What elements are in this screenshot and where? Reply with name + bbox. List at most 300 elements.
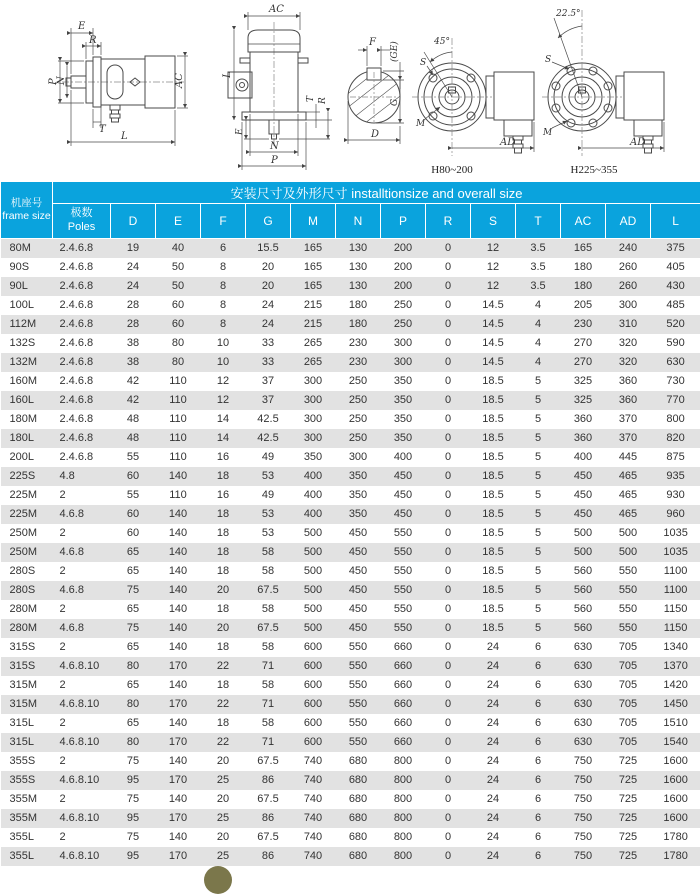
- dimension-cell: 24: [471, 676, 516, 695]
- dimension-cell: 800: [381, 790, 426, 809]
- dim-label-M5: M: [542, 128, 553, 138]
- dimension-cell: 110: [156, 410, 201, 429]
- dimension-cell: 1780: [651, 847, 700, 866]
- table-body: [1, 239, 700, 866]
- dimension-cell: 5: [516, 429, 561, 448]
- dimension-cell: 20: [246, 277, 291, 296]
- dimension-cell: 67.5: [246, 581, 291, 600]
- frame-size-cell: 315L: [1, 733, 53, 752]
- frame-size-cell: 132S: [1, 334, 53, 353]
- dimension-cell: 630: [561, 657, 606, 676]
- table-row: [1, 714, 700, 733]
- frame-size-cell: 250M: [1, 543, 53, 562]
- dimension-cell: 18.5: [471, 429, 516, 448]
- column-header-R: R: [426, 204, 471, 239]
- dimension-cell: 6: [516, 695, 561, 714]
- dimension-cell: 38: [111, 334, 156, 353]
- dimension-cell: 18: [201, 676, 246, 695]
- dimension-cell: 80: [111, 695, 156, 714]
- dimension-cell: 320: [606, 353, 651, 372]
- dimension-cell: 49: [246, 486, 291, 505]
- dimension-cell: 0: [426, 771, 471, 790]
- dimension-cell: 5: [516, 600, 561, 619]
- dim-label-E2: E: [235, 128, 245, 136]
- dimension-cell: 12: [471, 258, 516, 277]
- column-header-N: N: [336, 204, 381, 239]
- poles-cell: 2.4.6.8: [53, 353, 111, 372]
- dimension-cell: 165: [291, 258, 336, 277]
- poles-cell: 4.6.8.10: [53, 809, 111, 828]
- dimension-cell: 38: [111, 353, 156, 372]
- dimension-cell: 800: [381, 752, 426, 771]
- poles-cell: 2: [53, 676, 111, 695]
- dimension-cell: 4: [516, 296, 561, 315]
- poles-cell: 2: [53, 562, 111, 581]
- dimension-cell: 0: [426, 828, 471, 847]
- dimension-cell: 0: [426, 448, 471, 467]
- dimension-cell: 6: [516, 752, 561, 771]
- dimension-cell: 560: [561, 619, 606, 638]
- dimension-cell: 520: [651, 315, 700, 334]
- dimension-cell: 5: [516, 448, 561, 467]
- dim-label-L: L: [120, 131, 128, 142]
- dimension-cell: 12: [471, 277, 516, 296]
- dimension-cell: 5: [516, 372, 561, 391]
- dimension-cell: 14: [201, 410, 246, 429]
- dimension-cell: 0: [426, 562, 471, 581]
- table-row: [1, 486, 700, 505]
- dimension-cell: 18: [201, 505, 246, 524]
- dimension-cell: 725: [606, 771, 651, 790]
- dimension-cell: 18.5: [471, 619, 516, 638]
- dimension-cell: 0: [426, 695, 471, 714]
- dimension-cell: 75: [111, 790, 156, 809]
- dimension-cell: 53: [246, 505, 291, 524]
- dimension-cell: 60: [156, 296, 201, 315]
- dimension-cell: 325: [561, 391, 606, 410]
- dimension-cell: 630: [561, 638, 606, 657]
- dimension-cell: 375: [651, 239, 700, 258]
- caption-h225-355: H225~355: [571, 164, 618, 176]
- poles-cell: 2.4.6.8: [53, 258, 111, 277]
- flange-view-large-drawing: [542, 9, 664, 176]
- dimension-cell: 5: [516, 581, 561, 600]
- dimension-cell: 130: [336, 239, 381, 258]
- dim-label-D: D: [370, 129, 379, 140]
- dimension-cell: 600: [291, 657, 336, 676]
- dim-label-AD4: AD: [499, 137, 515, 148]
- dimension-cell: 42: [111, 372, 156, 391]
- dimension-cell: 400: [381, 448, 426, 467]
- poles-cell: 2.4.6.8: [53, 372, 111, 391]
- frame-size-cell: 160L: [1, 391, 53, 410]
- dim-label-N: N: [56, 75, 67, 86]
- dimension-cell: 48: [111, 410, 156, 429]
- poles-cell: 2.4.6.8: [53, 391, 111, 410]
- dimension-cell: 320: [606, 334, 651, 353]
- dimension-cell: 250: [381, 315, 426, 334]
- dimension-cell: 0: [426, 277, 471, 296]
- dimension-cell: 250: [336, 429, 381, 448]
- dimension-cell: 740: [291, 828, 336, 847]
- dimension-cell: 53: [246, 467, 291, 486]
- column-header-T: T: [516, 204, 561, 239]
- dimension-cell: 730: [651, 372, 700, 391]
- dimension-cell: 24: [111, 258, 156, 277]
- dimension-cell: 350: [381, 391, 426, 410]
- frame-size-cell: 315S: [1, 657, 53, 676]
- olive-circle-decoration: [204, 866, 232, 894]
- dimension-cell: 465: [606, 467, 651, 486]
- dimension-cell: 0: [426, 809, 471, 828]
- dimension-cell: 300: [336, 448, 381, 467]
- dimension-cell: 5: [516, 486, 561, 505]
- dimension-cell: 20: [246, 258, 291, 277]
- poles-cell: 2: [53, 486, 111, 505]
- dimension-cell: 14.5: [471, 296, 516, 315]
- dimension-cell: 18.5: [471, 600, 516, 619]
- dimension-cell: 630: [561, 676, 606, 695]
- dimension-cell: 1150: [651, 600, 700, 619]
- dimension-cell: 740: [291, 771, 336, 790]
- dimension-cell: 450: [561, 486, 606, 505]
- dimension-cell: 705: [606, 733, 651, 752]
- table-row: [1, 391, 700, 410]
- dimension-cell: 820: [651, 429, 700, 448]
- dimension-cell: 18.5: [471, 391, 516, 410]
- dimension-cell: 450: [336, 581, 381, 600]
- poles-cell: 2.4.6.8: [53, 334, 111, 353]
- poles-cell: 4.6.8.10: [53, 695, 111, 714]
- table-row: [1, 505, 700, 524]
- poles-cell: 4.6.8.10: [53, 847, 111, 866]
- dimension-cell: 75: [111, 619, 156, 638]
- dimension-cell: 450: [336, 562, 381, 581]
- dimension-cell: 18: [201, 714, 246, 733]
- dimension-cell: 165: [291, 277, 336, 296]
- dimension-cell: 560: [561, 581, 606, 600]
- dimension-cell: 800: [651, 410, 700, 429]
- dimension-cell: 6: [516, 638, 561, 657]
- frame-size-cell: 225M: [1, 486, 53, 505]
- dimension-cell: 18: [201, 467, 246, 486]
- dimension-cell: 1600: [651, 771, 700, 790]
- dimension-cell: 80: [156, 353, 201, 372]
- dimension-cell: 24: [471, 790, 516, 809]
- dimension-cell: 250: [336, 410, 381, 429]
- frame-size-cell: 180M: [1, 410, 53, 429]
- dimension-cell: 200: [381, 277, 426, 296]
- table-row: [1, 771, 700, 790]
- dimension-cell: 18: [201, 543, 246, 562]
- frame-size-cell: 355S: [1, 752, 53, 771]
- poles-cell: 4.6.8: [53, 581, 111, 600]
- dimension-cell: 18.5: [471, 562, 516, 581]
- shaft-section-drawing: [340, 37, 410, 144]
- table-row: [1, 410, 700, 429]
- dimension-cell: 215: [291, 315, 336, 334]
- dimension-cell: 110: [156, 486, 201, 505]
- dimension-cell: 14.5: [471, 334, 516, 353]
- dimension-cell: 18.5: [471, 410, 516, 429]
- dimension-cell: 140: [156, 600, 201, 619]
- dimension-cell: 0: [426, 353, 471, 372]
- dimension-cell: 550: [336, 695, 381, 714]
- dimension-cell: 550: [381, 600, 426, 619]
- dimension-cell: 24: [471, 657, 516, 676]
- poles-cell: 2.4.6.8: [53, 315, 111, 334]
- dimension-cell: 705: [606, 638, 651, 657]
- poles-header: [53, 204, 111, 239]
- dimension-cell: 24: [471, 733, 516, 752]
- dimension-cell: 24: [471, 847, 516, 866]
- table-row: [1, 543, 700, 562]
- frame-size-cell: 280M: [1, 600, 53, 619]
- dimension-cell: 55: [111, 448, 156, 467]
- dimension-cell: 24: [471, 695, 516, 714]
- table-header: [1, 182, 700, 239]
- motor-side-view-drawing: [48, 21, 188, 146]
- dimension-cell: 75: [111, 752, 156, 771]
- dimension-cell: 5: [516, 391, 561, 410]
- dimension-cell: 680: [336, 847, 381, 866]
- dimension-cell: 740: [291, 809, 336, 828]
- column-header-S: S: [471, 204, 516, 239]
- dimension-cell: 750: [561, 771, 606, 790]
- dimension-cell: 140: [156, 676, 201, 695]
- frame-size-cell: 355M: [1, 809, 53, 828]
- dimension-cell: 1035: [651, 524, 700, 543]
- frame-size-cell: 315S: [1, 638, 53, 657]
- dimension-cell: 200: [381, 258, 426, 277]
- dimension-cell: 71: [246, 695, 291, 714]
- table-row: [1, 733, 700, 752]
- dimension-cell: 705: [606, 657, 651, 676]
- dimension-cell: 42.5: [246, 410, 291, 429]
- dimension-cell: 0: [426, 391, 471, 410]
- dim-label-E: E: [77, 21, 86, 32]
- dimension-cell: 16: [201, 486, 246, 505]
- dimension-cell: 500: [561, 543, 606, 562]
- poles-cell: 2.4.6.8: [53, 239, 111, 258]
- dimension-cell: 65: [111, 562, 156, 581]
- table-row: [1, 562, 700, 581]
- dimension-cell: 110: [156, 391, 201, 410]
- dimension-cell: 1100: [651, 581, 700, 600]
- dimension-cell: 450: [336, 524, 381, 543]
- dimension-cell: 110: [156, 372, 201, 391]
- dim-label-T: T: [99, 124, 107, 135]
- dimension-cell: 725: [606, 809, 651, 828]
- dimension-cell: 140: [156, 543, 201, 562]
- dimension-cell: 550: [606, 619, 651, 638]
- dimension-cell: 6: [516, 657, 561, 676]
- frame-size-cell: 160M: [1, 372, 53, 391]
- table-row: [1, 296, 700, 315]
- dimension-cell: 370: [606, 410, 651, 429]
- dimension-cell: 350: [381, 429, 426, 448]
- dimension-cell: 500: [291, 619, 336, 638]
- dimension-cell: 740: [291, 752, 336, 771]
- angle-label-45: 45°: [433, 37, 450, 47]
- dimension-cell: 71: [246, 733, 291, 752]
- dimension-cell: 550: [336, 638, 381, 657]
- dimension-cell: 1780: [651, 828, 700, 847]
- dimension-cell: 750: [561, 752, 606, 771]
- dimension-cell: 6: [516, 828, 561, 847]
- dimension-cell: 1600: [651, 752, 700, 771]
- dimension-cell: 165: [561, 239, 606, 258]
- dimension-cell: 22: [201, 733, 246, 752]
- dimension-cell: 58: [246, 562, 291, 581]
- dimension-cell: 140: [156, 752, 201, 771]
- dimension-cell: 550: [381, 619, 426, 638]
- dimension-cell: 6: [516, 733, 561, 752]
- dimension-cell: 400: [291, 486, 336, 505]
- dimension-cell: 58: [246, 714, 291, 733]
- dimension-cell: 500: [561, 524, 606, 543]
- dim-label-M4: M: [415, 119, 426, 129]
- dimension-cell: 800: [381, 809, 426, 828]
- frame-size-cell: 180L: [1, 429, 53, 448]
- dim-label-R2: R: [318, 97, 328, 105]
- dim-label-L2: L: [222, 71, 233, 79]
- dimension-cell: 80: [156, 334, 201, 353]
- dimension-cell: 705: [606, 676, 651, 695]
- dim-label-S4: S: [420, 58, 426, 68]
- dimension-cell: 200: [381, 239, 426, 258]
- dimension-cell: 50: [156, 258, 201, 277]
- dimension-cell: 680: [336, 752, 381, 771]
- dimension-cell: 300: [291, 372, 336, 391]
- dimension-cell: 350: [381, 410, 426, 429]
- dimension-cell: 20: [201, 790, 246, 809]
- dimension-cell: 400: [291, 505, 336, 524]
- dimension-cell: 0: [426, 733, 471, 752]
- dimension-cell: 65: [111, 638, 156, 657]
- dimension-cell: 550: [336, 714, 381, 733]
- dimension-cell: 65: [111, 600, 156, 619]
- dimension-cell: 20: [201, 752, 246, 771]
- table-row: [1, 600, 700, 619]
- dimension-cell: 0: [426, 638, 471, 657]
- dim-label-AC: AC: [174, 73, 185, 89]
- dimension-cell: 360: [606, 391, 651, 410]
- dimension-cell: 165: [291, 239, 336, 258]
- dimension-cell: 140: [156, 524, 201, 543]
- frame-size-cell: 280S: [1, 581, 53, 600]
- dimension-cell: 60: [156, 315, 201, 334]
- frame-size-cell: 355M: [1, 790, 53, 809]
- table-row: [1, 258, 700, 277]
- poles-header-en: Poles: [53, 221, 110, 235]
- dimension-cell: 180: [336, 315, 381, 334]
- dimension-cell: 4: [516, 353, 561, 372]
- frame-size-cell: 315M: [1, 695, 53, 714]
- table-row: [1, 809, 700, 828]
- dimension-cell: 0: [426, 486, 471, 505]
- dimension-cell: 680: [336, 771, 381, 790]
- dimension-cell: 600: [291, 676, 336, 695]
- dimension-cell: 20: [201, 828, 246, 847]
- dimension-cell: 0: [426, 847, 471, 866]
- dimension-cell: 12: [201, 391, 246, 410]
- dimension-cell: 260: [606, 277, 651, 296]
- table-row: [1, 790, 700, 809]
- table-row: [1, 581, 700, 600]
- frame-size-cell: 112M: [1, 315, 53, 334]
- dimension-cell: 250: [336, 372, 381, 391]
- dimension-cell: 14.5: [471, 353, 516, 372]
- dimension-cell: 550: [336, 676, 381, 695]
- dimension-cell: 86: [246, 809, 291, 828]
- dimension-cell: 1370: [651, 657, 700, 676]
- dimension-cell: 80: [111, 733, 156, 752]
- dimension-cell: 0: [426, 676, 471, 695]
- dimension-cell: 67.5: [246, 828, 291, 847]
- dimension-cell: 430: [651, 277, 700, 296]
- dimension-cell: 170: [156, 809, 201, 828]
- dimension-cell: 140: [156, 638, 201, 657]
- table-row: [1, 828, 700, 847]
- dimension-cell: 18.5: [471, 486, 516, 505]
- dimension-cell: 6: [516, 676, 561, 695]
- dimension-cell: 500: [291, 524, 336, 543]
- dimension-cell: 600: [291, 714, 336, 733]
- poles-cell: 2: [53, 524, 111, 543]
- dimension-cell: 25: [201, 771, 246, 790]
- dimension-cell: 140: [156, 714, 201, 733]
- dimension-cell: 750: [561, 828, 606, 847]
- dimension-cell: 110: [156, 429, 201, 448]
- dimension-cell: 300: [381, 334, 426, 353]
- column-header-P: P: [381, 204, 426, 239]
- dimension-cell: 770: [651, 391, 700, 410]
- dimension-cell: 67.5: [246, 619, 291, 638]
- dimension-cell: 110: [156, 448, 201, 467]
- dimension-cell: 550: [381, 562, 426, 581]
- dimension-cell: 8: [201, 258, 246, 277]
- dimension-cell: 265: [291, 334, 336, 353]
- dimension-cell: 1540: [651, 733, 700, 752]
- dimension-cell: 0: [426, 315, 471, 334]
- dimension-cell: 0: [426, 334, 471, 353]
- dimension-cell: 40: [156, 239, 201, 258]
- motor-vertical-view-drawing: [222, 4, 332, 170]
- dimension-cell: 58: [246, 600, 291, 619]
- dimension-cell: 205: [561, 296, 606, 315]
- dimension-cell: 400: [561, 448, 606, 467]
- dimension-cell: 60: [111, 505, 156, 524]
- dimension-cell: 230: [336, 353, 381, 372]
- dimension-cell: 49: [246, 448, 291, 467]
- dimension-cell: 6: [516, 790, 561, 809]
- poles-cell: 4.6.8.10: [53, 657, 111, 676]
- dimension-cell: 22: [201, 695, 246, 714]
- dimension-cell: 16: [201, 448, 246, 467]
- dimension-cell: 5: [516, 505, 561, 524]
- dimension-cell: 1600: [651, 809, 700, 828]
- dimension-cell: 180: [561, 258, 606, 277]
- dimension-cell: 600: [291, 695, 336, 714]
- dimension-cell: 750: [561, 809, 606, 828]
- dimension-cell: 170: [156, 847, 201, 866]
- dimension-cell: 360: [561, 429, 606, 448]
- frame-size-header-en: frame size: [1, 210, 52, 223]
- dimension-cell: 265: [291, 353, 336, 372]
- dimension-cell: 725: [606, 847, 651, 866]
- poles-cell: 2.4.6.8: [53, 296, 111, 315]
